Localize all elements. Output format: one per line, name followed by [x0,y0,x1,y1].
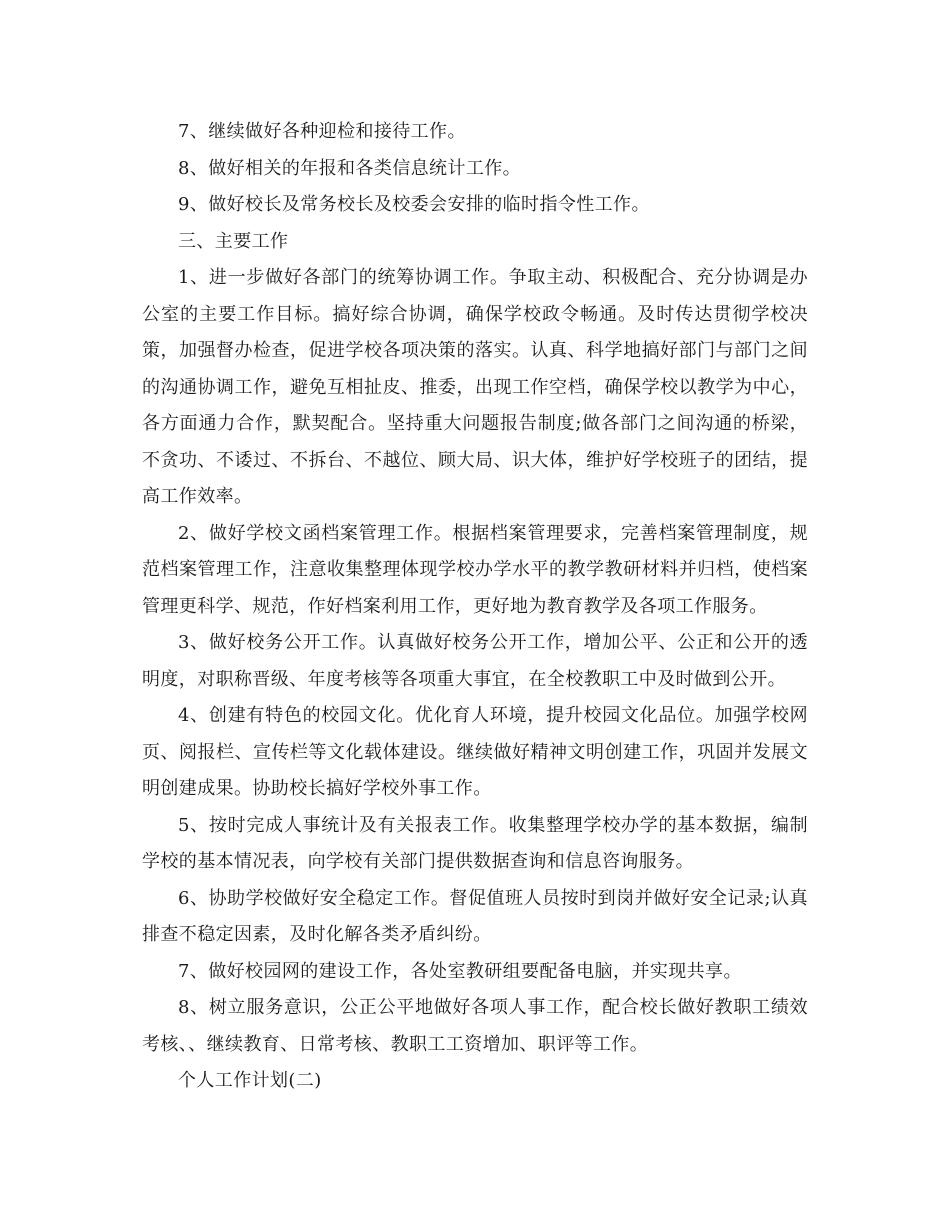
work-item-4-campus-culture: 4、创建有特色的校园文化。优化育人环境，提升校园文化品位。加强学校网页、阅报栏、宣传栏等文化载体建设。继续做好精神文明创建工作，巩固并发展文明创建成果。协助校长搞好学校外事工作。 [142,705,808,799]
item-7-inspection: 7、继续做好各种迎检和接待工作。 [178,121,466,142]
work-item-8-service: 8、树立服务意识，公正公平地做好各项人事工作，配合校长做好教职工绩效考核、、继续教育、日常考核、教职工工资增加、职评等工作。 [142,997,808,1055]
work-item-6-safety: 6、协助学校做好安全稳定工作。督促值班人员按时到岗并做好安全记录;认真排查不稳定因素，及时化解各类矛盾纠纷。 [142,887,808,945]
item-9-temporary-tasks: 9、做好校长及常务校长及校委会安排的临时指令性工作。 [178,194,650,215]
work-item-1-coordination: 1、进一步做好各部门的统筹协调工作。争取主动、积极配合、充分协调是办公室的主要工作目标。搞好综合协调，确保学校政令畅通。及时传达贯彻学校决策，加强督办检查，促进学校各项决策的落实。认真、科学地搞好部门与部门之间的沟通协调工作，避免互相扯皮、推委，出现工作空档，确保学校以教学为中心，各方面通力合作，默契配合。坚持重大问题报告制度;做各部门之间沟通的桥梁，不贪功、不诿过、不拆台、不越位、顾大局、识大体，维护好学校班子的团结，提高工作效率。 [142,267,808,507]
work-item-3-transparency: 3、做好校务公开工作。认真做好校务公开工作，增加公平、公正和公开的透明度，对职称晋级、年度考核等各项重大事宜，在全校教职工中及时做到公开。 [142,632,808,690]
document-body [142,114,808,1100]
section-heading-plan-two: 个人工作计划(二) [178,1070,322,1091]
item-8-statistics: 8、做好相关的年报和各类信息统计工作。 [178,157,522,179]
work-item-7-campus-network: 7、做好校园网的建设工作，各处室教研组要配备电脑，并实现共享。 [178,960,742,982]
work-item-5-statistics-reports: 5、按时完成人事统计及有关报表工作。收集整理学校办学的基本数据，编制学校的基本情况表，向学校有关部门提供数据查询和信息咨询服务。 [142,814,808,872]
section-heading-main-work: 三、主要工作 [178,230,289,252]
work-item-2-archives: 2、做好学校文函档案管理工作。根据档案管理要求，完善档案管理制度，规范档案管理工作，注意收集整理体现学校办学水平的教学教研材料并归档，使档案管理更科学、规范，作好档案利用工作，更好地为教育教学及各项工作服务。 [142,522,808,617]
